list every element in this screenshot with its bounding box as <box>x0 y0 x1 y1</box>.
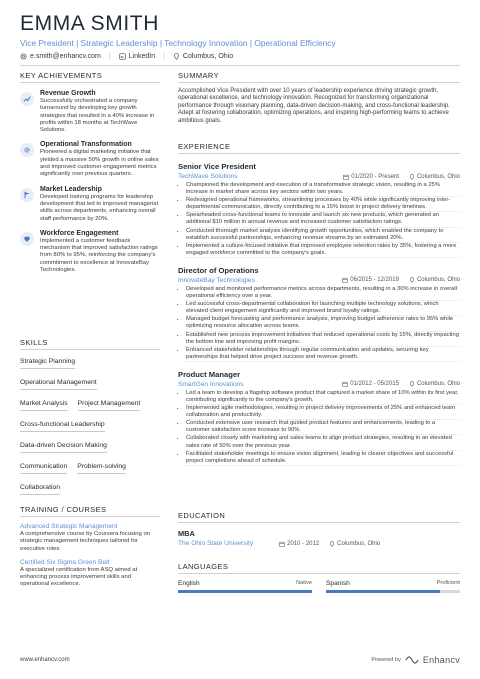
language-level: Native <box>296 580 312 586</box>
job-entry <box>178 162 460 258</box>
achievement-title: Workforce Engagement <box>40 229 119 237</box>
job-bullets <box>178 182 460 258</box>
skills-list <box>20 358 160 495</box>
location-pin-icon <box>409 381 415 387</box>
job-bullet: • Led successful cross-departmental collaboration for launching multiple technology solutions, which elevated client engagement significantly and improved brand loyalty ratings. <box>186 301 460 316</box>
job-title: Director of Operations <box>178 265 259 275</box>
email-text: e.smith@enhancv.com <box>30 53 101 60</box>
page-footer <box>20 655 460 665</box>
achievement-item <box>20 141 160 178</box>
job-bullet: • Collaborated closely with marketing and sales teams to align product strategies, resulting in an elevated sales rate of 50% over the previous year. <box>186 435 460 450</box>
job-location <box>409 174 460 180</box>
skill-tag: Problem-solving <box>77 463 126 474</box>
skill-tag: Market Analysis <box>20 400 68 411</box>
contact-row <box>20 53 233 60</box>
gear-icon <box>20 143 34 157</box>
job-meta-right <box>342 381 460 387</box>
job-bullet: • Facilitated stakeholder meetings to ensure vision alignment, leading to clearer objectives and successful project completions ahead of schedule. <box>186 451 460 466</box>
education-location-text: Columbus, Ohio <box>337 540 381 547</box>
job-bullet: • Conducted extensive user research that guided product features and enhancements, leading to a customer satisfaction score increase to 90%. <box>186 420 460 435</box>
job-bullet: • Developed and monitored performance metrics across departments, resulting in a 30% increase in overall operational efficiency over a year. <box>186 286 460 301</box>
at-icon <box>20 53 27 60</box>
job-entry <box>178 370 460 466</box>
achievement-title: Market Leadership <box>40 185 102 193</box>
header-divider <box>20 65 460 66</box>
summary-section <box>178 71 460 125</box>
job-dates <box>342 277 399 283</box>
job-bullet: • Led a team to develop a flagship software product that captured a market share of 10% within its first year, contributing significantly to the company's growth. <box>186 390 460 405</box>
training-section <box>20 505 160 589</box>
skill-tag: Cross-functional Leadership <box>20 421 105 432</box>
skill-tag: Data-driven Decision Making <box>20 442 107 453</box>
job-bullet: • Enhanced stakeholder relationships through regular communication and updates, securing key partnerships that helped drive project success and revenue growth. <box>186 347 460 362</box>
contact-separator: | <box>163 53 165 60</box>
training-item-title: Certified Six Sigma Green Belt <box>20 558 110 566</box>
location-pin-icon <box>409 174 415 180</box>
achievement-item <box>20 90 160 134</box>
languages-list <box>178 580 460 593</box>
job-dates <box>343 174 399 180</box>
achievement-desc: Developed training programs for leadership development that led to improved managerial skills across departments, enhancing overall staff performance by 20%. <box>40 193 158 222</box>
training-title: TRAINING / COURSES <box>20 505 160 517</box>
candidate-name: EMMA SMITH <box>20 12 160 35</box>
skills-title: SKILLS <box>20 338 160 350</box>
summary-text: Accomplished Vice President with over 10 years of leadership experience driving strategic growth, operational excellence, and technology innovation. Recognized for transforming organizational performance through visionary planning, data-driven decision-making, and cross-functional leadership. Adept at fostering collaboration, optimizing operations, and inspiring high-performing teams to achieve ambitious goals. <box>178 88 450 124</box>
language-item <box>178 580 312 593</box>
calendar-icon <box>342 381 348 387</box>
achievement-title: Operational Transformation <box>40 141 132 149</box>
contact-location <box>173 53 233 60</box>
job-dates-text: 06/2015 - 12/2019 <box>350 277 399 284</box>
skill-tag: Project Management <box>78 400 141 411</box>
flag-icon <box>20 188 34 202</box>
job-dates <box>342 381 399 387</box>
job-bullets <box>178 286 460 362</box>
education-meta-right <box>279 541 380 547</box>
enhancv-logo-icon <box>405 656 419 664</box>
job-location-text: Columbus, Ohio <box>416 277 460 284</box>
achievement-desc: Implemented a customer feedback mechanism that improved satisfaction ratings from 80% to 95%, reinforcing the company's commitment to excellence at InnovateBay Technologies. <box>40 237 158 274</box>
job-company: SmartGen Innovations <box>178 380 244 388</box>
contact-email[interactable] <box>20 53 101 60</box>
job-bullet: • Championed the development and execution of a transformative strategic vision, resulting in a 25% increase in market share across key sectors within two years. <box>186 182 460 197</box>
language-level-fill <box>178 590 312 593</box>
language-level: Proficient <box>436 580 460 586</box>
job-bullets <box>178 390 460 466</box>
achievement-item <box>20 186 160 223</box>
language-level-fill <box>326 590 440 593</box>
location-text: Columbus, Ohio <box>182 53 234 60</box>
skill-tag: Operational Management <box>20 379 97 390</box>
language-level-bar <box>326 590 460 593</box>
footer-url[interactable]: www.enhancv.com <box>20 657 70 663</box>
summary-title: SUMMARY <box>178 71 460 83</box>
education-meta <box>178 540 460 547</box>
job-bullet: • Implemented a culture-focused initiative that improved employee retention rates by 35%, fostering a more engaged workforce committed to the company's goals. <box>186 243 460 258</box>
calendar-icon <box>279 541 285 547</box>
school-name: The Ohio State University <box>178 540 254 547</box>
education-location <box>329 541 380 547</box>
skill-tag: Strategic Planning <box>20 358 75 369</box>
languages-section <box>178 562 460 593</box>
education-dates-text: 2010 - 2012 <box>287 540 320 547</box>
job-meta <box>178 277 460 284</box>
linkedin-text: LinkedIn <box>128 53 156 60</box>
location-pin-icon <box>409 277 415 283</box>
job-location-text: Columbus, Ohio <box>416 173 460 180</box>
job-dates-text: 01/2012 - 05/2015 <box>350 381 399 388</box>
languages-title: LANGUAGES <box>178 562 460 574</box>
training-item <box>20 523 160 553</box>
job-bullet: • Implemented agile methodologies, resulting in project delivery improvements of 25% and enhanced team collaboration and productivity. <box>186 405 460 420</box>
job-entry <box>178 266 460 362</box>
heart-icon <box>20 232 34 246</box>
job-dates-text: 01/2020 - Present <box>351 173 399 180</box>
education-section <box>178 511 460 547</box>
job-meta-right <box>343 174 460 180</box>
education-dates <box>279 541 319 547</box>
footer-brand[interactable] <box>371 655 460 665</box>
job-bullet: • Spearheaded cross-functional teams to innovate and launch six new products, which generated an additional $10 million in annual revenue and increased customer satisfaction ratings. <box>186 212 460 227</box>
job-title: Senior Vice President <box>178 162 256 171</box>
training-item-title: Advanced Strategic Management <box>20 523 118 530</box>
job-location <box>409 381 460 387</box>
job-meta <box>178 381 460 388</box>
achievement-desc: Successfully orchestrated a company turnaround by developing key growth strategies that resulted in a 40% increase in profits within 18 months at TechWave Solutions. <box>40 98 155 134</box>
job-company: TechWave Solutions <box>178 173 238 180</box>
job-bullet: • Redesigned operational frameworks, streamlining processes by 40% while significantly improving inter-departmental communication, directly contributing to a 15% boost in project delivery timelines. <box>186 197 460 212</box>
job-bullet: • Conducted thorough market analysis identifying growth opportunities, which enabled the company to establish successful partnerships, enhancing revenue streams by an estimated 20%. <box>186 228 460 243</box>
linkedin-icon <box>119 53 126 60</box>
calendar-icon <box>342 277 348 283</box>
job-meta <box>178 173 460 180</box>
key-achievements-title: KEY ACHIEVEMENTS <box>20 71 160 83</box>
job-company: InnovateBay Technologies <box>178 276 255 284</box>
job-meta-right <box>342 277 460 283</box>
language-name: English <box>178 580 200 587</box>
location-pin-icon <box>173 53 180 60</box>
training-item-desc: A comprehensive course by Coursera focusing on strategic management techniques tailored for executive roles. <box>20 531 150 552</box>
powered-by-text: Powered by <box>371 657 401 663</box>
brand-name: Enhancv <box>422 655 460 665</box>
contact-separator: | <box>108 53 111 60</box>
skill-tag: Collaboration <box>20 484 60 495</box>
education-title: EDUCATION <box>178 511 460 523</box>
degree-name: MBA <box>178 529 195 538</box>
calendar-icon <box>343 174 349 180</box>
skill-tag: Communication <box>20 463 67 474</box>
experience-title: EXPERIENCE <box>178 142 460 154</box>
location-pin-icon <box>329 541 335 547</box>
skills-section <box>20 338 160 495</box>
job-bullet: • Managed budget forecasting and performance analysis, improving budget adherence rates to 95% while optimizing resource allocation across teams. <box>186 316 460 331</box>
job-bullet: • Established new process improvement initiatives that reduced operational costs by 15%, directly impacting the bottom line and improving profit margins. <box>186 332 460 347</box>
candidate-subtitle: Vice President | Strategic Leadership | Technology Innovation | Operational Efficiency <box>20 38 336 48</box>
achievement-title: Revenue Growth <box>40 90 96 97</box>
language-level-bar <box>178 590 312 593</box>
job-location-text: Columbus, Ohio <box>416 381 460 388</box>
key-achievements-section <box>20 71 160 274</box>
contact-linkedin[interactable] <box>119 53 155 60</box>
achievement-desc: Pioneered a digital marketing initiative that yielded a massive 50% growth in online sales and improved customer engagement metrics significantly over previous quarters. <box>40 149 159 178</box>
achievement-item <box>20 230 160 274</box>
language-item <box>326 580 460 593</box>
job-title: Product Manager <box>178 369 241 379</box>
experience-section <box>178 142 460 466</box>
trend-icon <box>20 92 34 106</box>
job-location <box>409 277 460 283</box>
training-item-desc: A specialized certification from ASQ aimed at enhancing process improvement skills and operational excellence. <box>20 566 138 588</box>
language-name: Spanish <box>326 580 350 587</box>
training-item <box>20 559 160 589</box>
